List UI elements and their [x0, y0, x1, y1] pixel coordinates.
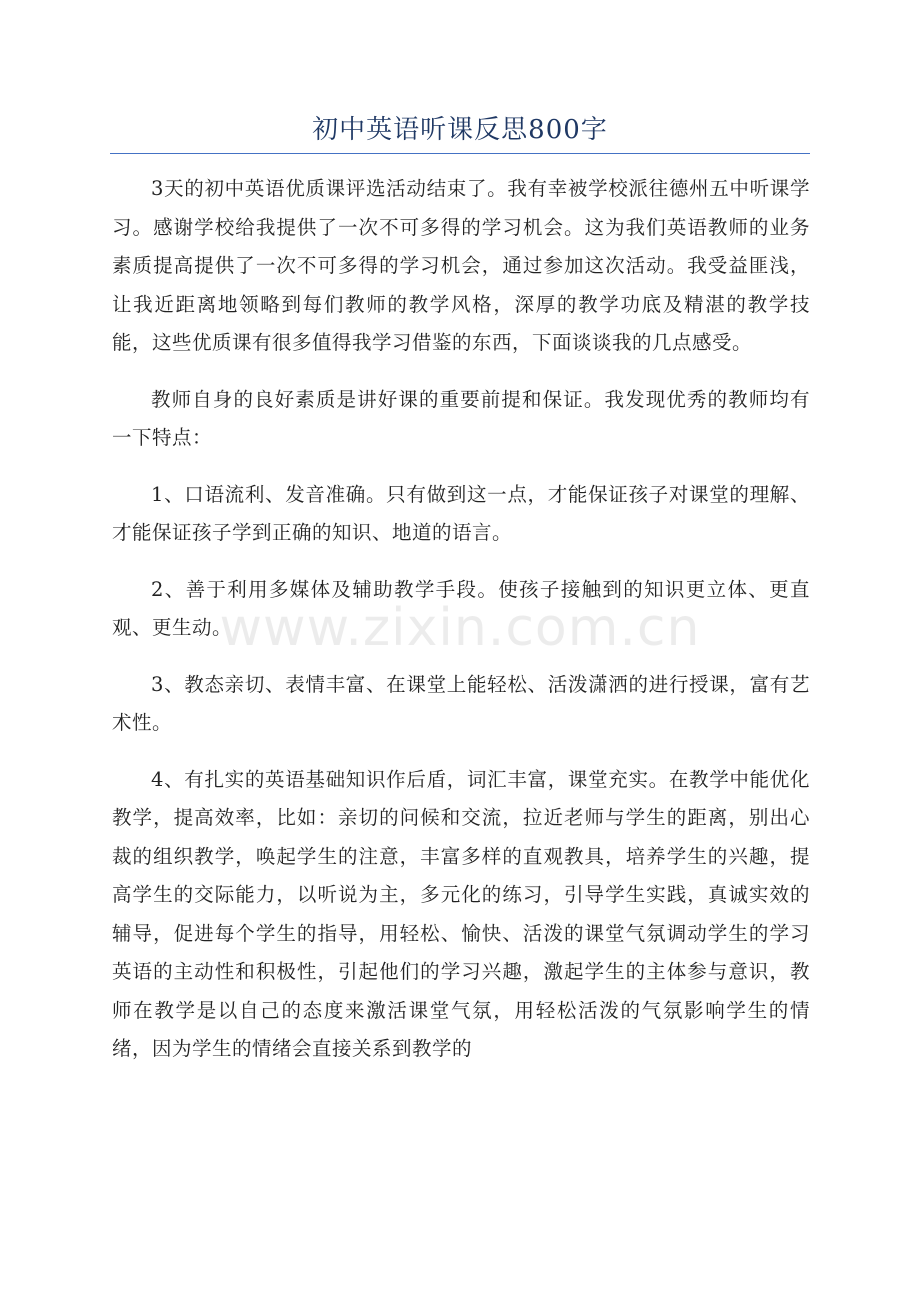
paragraph-point-3: 3、教态亲切、表情丰富、在课堂上能轻松、活泼潇洒的进行授课，富有艺术性。	[112, 672, 810, 734]
title-underline	[110, 153, 810, 154]
document-body	[112, 170, 810, 1087]
paragraph-intro: 3天的初中英语优质课评选活动结束了。我有幸被学校派往德州五中听课学习。感谢学校给我提供了一次不可多得的学习机会。这为我们英语教师的业务素质提高提供了一次不可多得的学习机会，通过参加这次活动。我受益匪浅，让我近距离地领略到每们教师的教学风格，深厚的教学功底及精湛的教学技能，这些优质课有很多值得我学习借鉴的东西，下面谈谈我的几点感受。	[112, 177, 810, 354]
paragraph-qualities: 教师自身的良好素质是讲好课的重要前提和保证。我发现优秀的教师均有一下特点：	[112, 387, 810, 449]
paragraph-point-1: 1、口语流利、发音准确。只有做到这一点，才能保证孩子对课堂的理解、才能保证孩子学到正确的知识、地道的语言。	[112, 482, 810, 544]
paragraph-point-4: 4、有扎实的英语基础知识作后盾，词汇丰富，课堂充实。在教学中能优化教学，提高效率，比如：亲切的问候和交流，拉近老师与学生的距离，别出心裁的组织教学，唤起学生的注意，丰富多样的直观教具，培养学生的兴趣，提高学生的交际能力，以听说为主，多元化的练习，引导学生实践，真诚实效的辅导，促进每个学生的指导，用轻松、愉快、活泼的课堂气氛调动学生的学习英语的主动性和积极性，引起他们的学习兴趣，激起学生的主体参与意识，教师在教学是以自己的态度来激活课堂气氛，用轻松活泼的气氛影响学生的情绪，因为学生的情绪会直接关系到教学的	[112, 767, 810, 1060]
document-title: 初中英语听课反思800字	[312, 115, 608, 145]
watermark: www.zixin.com.cn	[219, 598, 701, 658]
paragraph-point-2: 2、善于利用多媒体及辅助教学手段。使孩子接触到的知识更立体、更直观、更生动。	[112, 577, 810, 639]
